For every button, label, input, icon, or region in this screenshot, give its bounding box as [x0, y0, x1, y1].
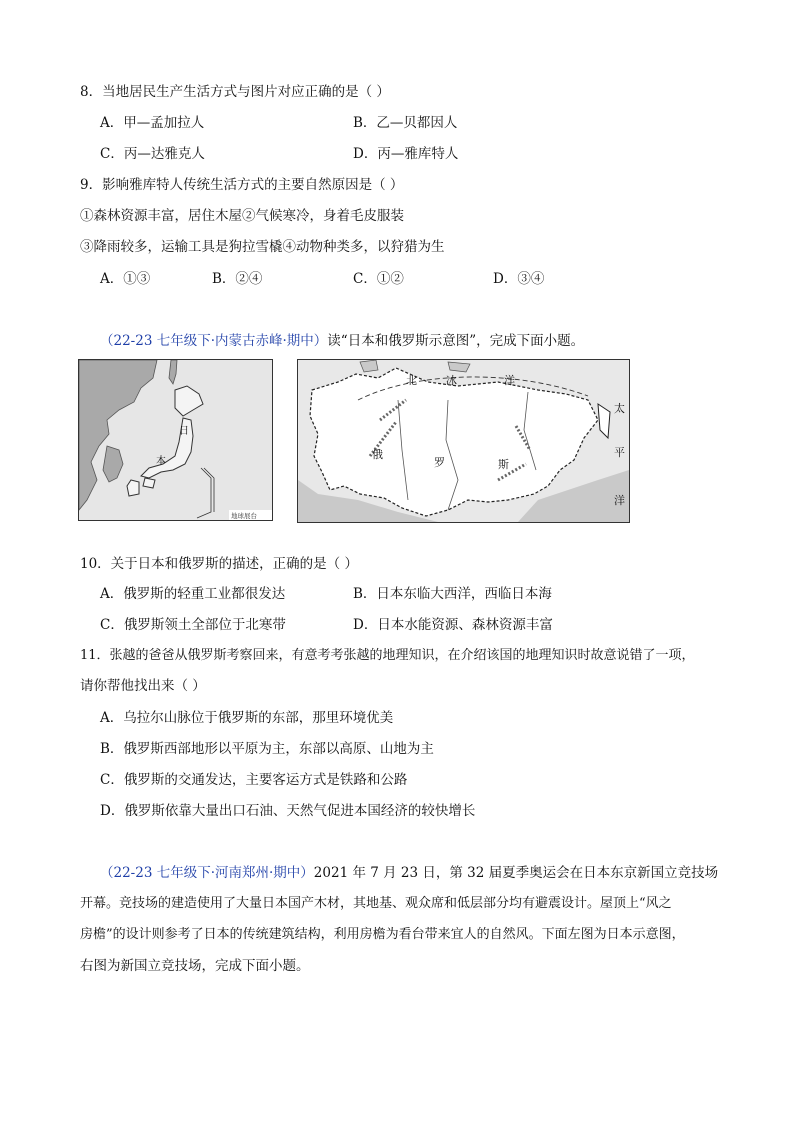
- russia-label-luo: 罗: [434, 456, 445, 469]
- japan-map-corner-label: 地球展台: [231, 512, 257, 520]
- q10-option-b: B．日本东临大西洋，西临日本海: [353, 586, 552, 602]
- q10-stem: 10．关于日本和俄罗斯的描述，正确的是（ ）: [80, 556, 358, 572]
- pacific-label-ping: 平: [614, 446, 625, 459]
- q8-option-d: D．丙—雅库特人: [353, 146, 459, 162]
- japan-label-ri: 日: [179, 426, 189, 437]
- q11-option-c: C．俄罗斯的交通发达，主要客运方式是铁路和公路: [100, 772, 408, 788]
- intro1-source: （22-23 七年级下·内蒙古赤峰·期中）: [100, 333, 328, 349]
- intro1-text: 读“日本和俄罗斯示意图”，完成下面小题。: [327, 333, 585, 349]
- q8-option-c: C．丙—达雅克人: [100, 146, 205, 162]
- q10-option-a: A．俄罗斯的轻重工业都很发达: [100, 586, 286, 602]
- q9-option-d: D．③④: [493, 271, 545, 287]
- russia-label-e: 俄: [372, 448, 383, 461]
- arctic-label-yang: 洋: [504, 374, 515, 387]
- intro2-source: （22-23 七年级下·河南郑州·期中）: [100, 865, 314, 881]
- japan-label-ben: 本: [156, 456, 166, 467]
- q9-statement-2: ③降雨较多，运输工具是狗拉雪橇④动物种类多，以狩猎为生: [80, 239, 445, 255]
- arctic-label-bei: 北: [406, 374, 417, 387]
- intro2-line2: 开幕。竞技场的建造使用了大量日本国产木材，其地基、观众席和低层部分均有避震设计。屋顶上“风之: [80, 896, 672, 911]
- japan-map: [78, 359, 273, 521]
- arctic-label-bing: 冰: [446, 374, 457, 387]
- q11-option-d: D．俄罗斯依靠大量出口石油、天然气促进本国经济的较快增长: [100, 803, 476, 819]
- intro2-line1: [100, 864, 718, 882]
- russia-label-si: 斯: [498, 458, 509, 471]
- q9-stem: 9．影响雅库特人传统生活方式的主要自然原因是（ ）: [80, 177, 404, 193]
- intro2-line3: 房檐”的设计则参考了日本的传统建筑结构，利用房檐为看台带来宜人的自然风。下面左图为日本示意图，: [80, 927, 685, 942]
- q9-statement-1: ①森林资源丰富，居住木屋②气候寒冷，身着毛皮服装: [80, 208, 404, 224]
- q11-stem-line2: 请你帮他找出来（ ）: [80, 678, 206, 694]
- russia-map: [297, 359, 630, 523]
- q9-option-a: A．①③: [100, 271, 151, 287]
- q8-stem: 8．当地居民生产生活方式与图片对应正确的是（ ）: [80, 84, 390, 100]
- q11-stem-line1: 11．张越的爸爸从俄罗斯考察回来，有意考考张越的地理知识，在介绍该国的地理知识时故意说错了一项，: [80, 648, 695, 663]
- pacific-label-tai: 太: [614, 402, 625, 415]
- q8-option-a: A．甲—孟加拉人: [100, 115, 205, 131]
- q9-option-c: C．①②: [353, 271, 404, 287]
- pacific-label-yang: 洋: [614, 494, 625, 507]
- russia-map-graphic: [298, 360, 629, 522]
- q8-option-b: B．乙—贝都因人: [353, 115, 458, 131]
- q11-option-a: A．乌拉尔山脉位于俄罗斯的东部，那里环境优美: [100, 710, 394, 726]
- intro1: [100, 332, 584, 350]
- intro2-line4: 右图为新国立竞技场，完成下面小题。: [80, 958, 310, 974]
- q9-option-b: B．②④: [212, 271, 263, 287]
- q10-option-c: C．俄罗斯领土全部位于北寒带: [100, 617, 286, 633]
- japan-map-graphic: [79, 360, 272, 520]
- q11-option-b: B．俄罗斯西部地形以平原为主，东部以高原、山地为主: [100, 741, 434, 757]
- intro2-text-1: 2021 年 7 月 23 日，第 32 届夏季奥运会在日本东京新国立竞技场: [313, 865, 719, 881]
- q10-option-d: D．日本水能资源、森林资源丰富: [353, 617, 553, 633]
